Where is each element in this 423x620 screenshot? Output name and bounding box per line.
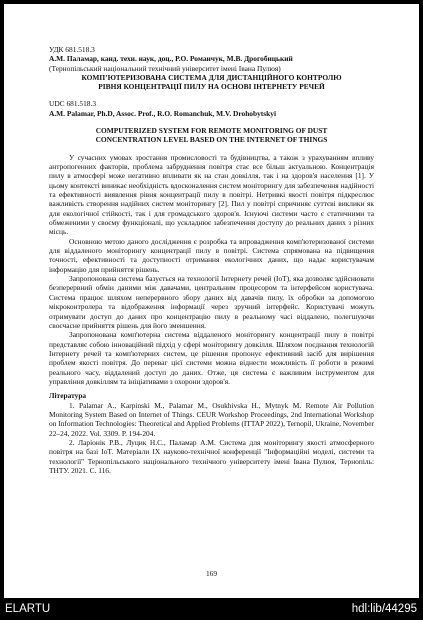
references-heading: Література bbox=[49, 391, 87, 401]
udc-en: UDC 681.518.3 bbox=[49, 99, 97, 109]
page-number: 169 bbox=[205, 569, 218, 578]
udc-ua: УДК 681.518.3 bbox=[49, 45, 95, 54]
repository-label: ELARTU bbox=[5, 603, 51, 615]
title-ua-line2: РІВНЯ КОНЦЕНТРАЦІЇ ПИЛУ НА ОСНОВІ ІНТЕРНЕТУ РЕЧЕЙ bbox=[98, 82, 325, 92]
body-paragraph-2: Основною метою даного дослідження є розробка та впровадження комп'ютеризованої системи для віддаленого моніторингу концентрації пилу в повітрі. Система спрямована на підвищення точності, ефективності та доступності отримання екологічних даних, що надає користувачам інформацію для прийняття рішень. bbox=[49, 236, 374, 274]
title-ua-line1: КОМП’ЮТЕРИЗОВАНА СИСТЕМА ДЛЯ ДИСТАНЦІЙНОГО КОНТРОЛЮ bbox=[81, 72, 342, 82]
title-en-line1: COMPUTERIZED SYSTEM FOR REMOTE MONITORING OF DUST bbox=[95, 126, 328, 136]
footer-bar bbox=[0, 598, 423, 620]
body-paragraph-1: У сучасних умовах зростання промисловості та будівництва, а також з урахуванням впливу антропогенних факторів, проблема забруднення повітря стає все більш актуальною. Концентрація пилу в атмосфері може негативно впливати як на стан довкілля, так і на здоров'я населення [1]. У цьому контексті виникає необхідність вдосконалення систем моніторингу для забезпечення надійності та ефективності виявлення рівня концентрації пилу в повітрі. Нетривкі якості повітря підкреслює важливість створення надійних систем моніторингу [2]. Пил у повітрі спричиняє суттєві виклики як для екологічної стійкості, так і для громадського здоров'я. Існуючі системи часто є статичними та обмеженими у своєму функціоналі, що ускладнює забезпечення доступу до реальних даних з різних місць. bbox=[49, 152, 374, 237]
reference-item-1: 1. Palamar A., Karpinski M., Palamar M., Osukhivska H., Mytnyk M. Remote Air Pollution Monitoring System Based on Internet of Things. CEUR Workshop Proceedings, 2nd International Workshop on Information Technologies: Theoretical and Applied Problems (ITTAP 2022), Ternopil, Ukraine, November 22–24, 2022. Vol. 3309. P. 194-204. bbox=[49, 400, 374, 438]
body-paragraph-3: Запропонована система базується на технології Інтернету речей (IoT), яка дозволяє здійснювати безперервний обмін даними між давачами, центральним процесором та інтерфейсом користувача. Система працює шляхом неперервного збору даних від давачів пилу, їх обробки за допомогою мікроконтролера та відображення інформації через зручний інтерфейс. Користувачі можуть отримувати доступ до даних про концентрацію пилу в реальному часі віддалено, полегшуючи своєчасне прийняття рішень для його зменшення. bbox=[49, 274, 374, 330]
authors-en: A.M. Palamar, Ph.D, Assoc. Prof., R.O. Romanchuk, M.V. Drohobytskyi bbox=[49, 108, 276, 118]
handle-label: hdl:lib/44295 bbox=[351, 603, 417, 615]
body-paragraph-4: Запропонована комп'ютерна система віддаленого моніторингу концентрації пилу в повітрі представляє собою інноваційний підхід у сфері моніторингу довкілля. Шляхом поєднання технологій Інтернету речей та комп'ютерних систем, це рішення пропонує ефективний засіб для вирішення проблем якості повітря. До переваг цієї системи можна віднести можливість її роботи в режимі реального часу, віддалений доступ до даних. Отже, ця система є важливим інструментом для управління довкіллям та ініціативами з охорони здоров'я. bbox=[49, 330, 374, 386]
title-en-line2: CONCENTRATION LEVEL BASED ON THE INTERNET OF THINGS bbox=[95, 135, 328, 145]
document-page bbox=[4, 4, 419, 598]
affiliation-ua: (Тернопільський національний технічний університет імені Івана Пулюя) bbox=[49, 63, 281, 73]
reference-item-2: 2. Ларіонік Р.В., Луцик Н.С., Паламар А.М. Система для моніторингу якості атмосферного повітря на базі IoT. Матеріали IX науково-технічної конференції "Інформаційні моделі, системи та технології" Тернопільського національного технічного університету імені Івана Пулюя, Тернопіль: ТНТУ. 2021. С. 116. bbox=[49, 437, 374, 475]
authors-ua: А.М. Паламар, канд. техн. наук, доц., Р.О. Романчук, М.В. Дрогобицький bbox=[49, 54, 293, 64]
